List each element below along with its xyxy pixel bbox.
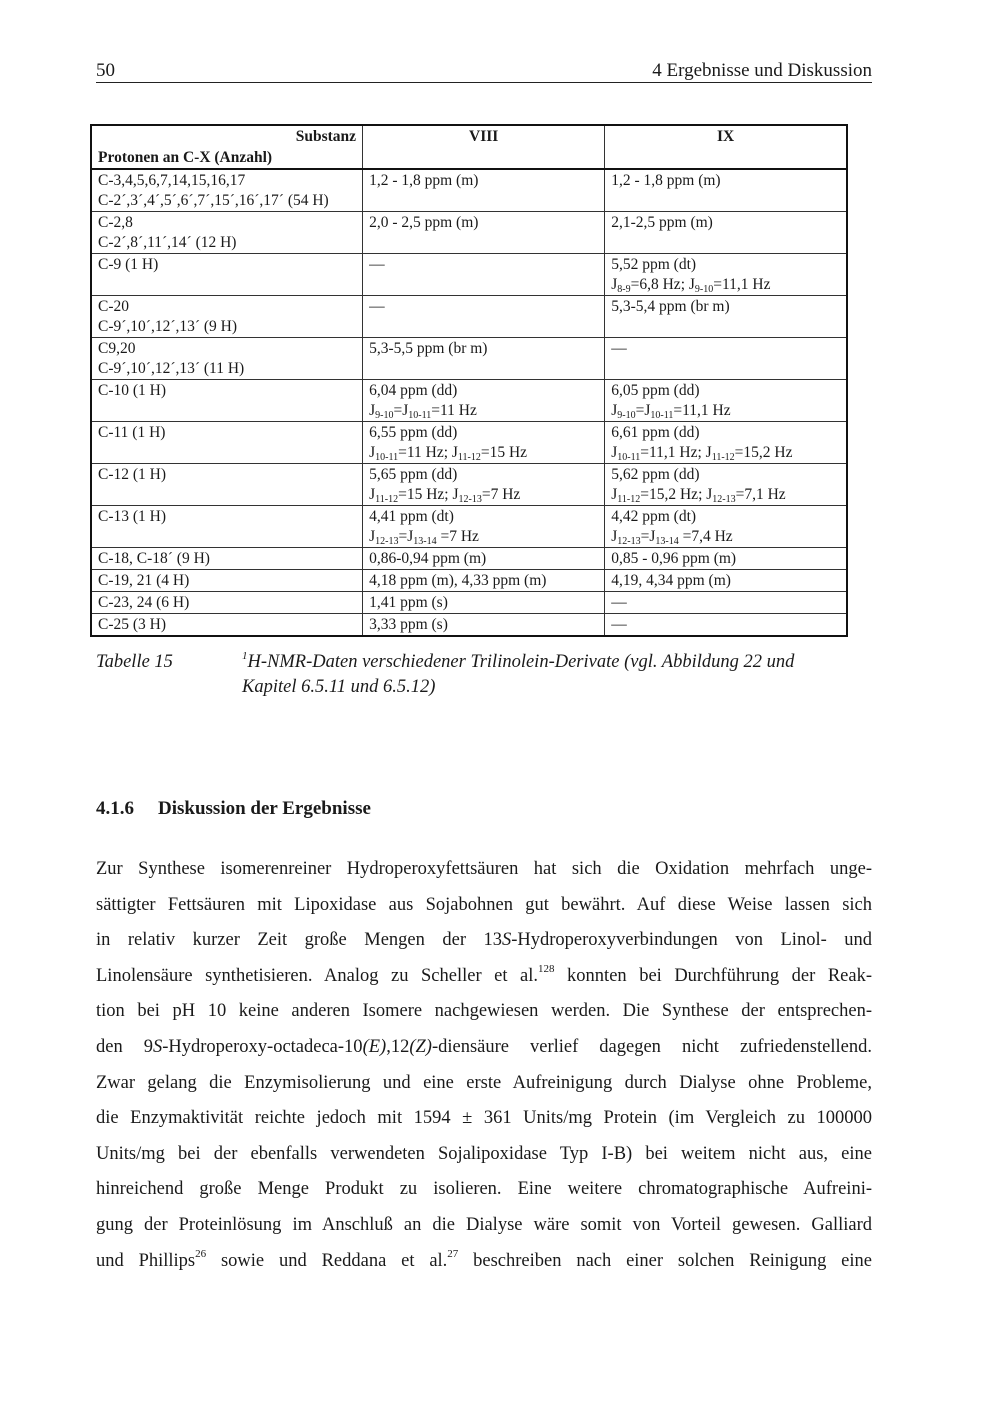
text-run: 5,62 ppm (dd): [611, 466, 700, 483]
shift-line: [369, 615, 598, 635]
text-run: und Phillips: [96, 1250, 196, 1271]
shift-cell-viii: [363, 212, 605, 254]
shift-line: [611, 549, 840, 569]
shift-cell-ix: [605, 212, 847, 254]
coupling-subscript: 10-11: [375, 452, 399, 463]
chapter-title: 4 Ergebnisse und Diskussion: [652, 60, 872, 81]
shift-line: [369, 549, 598, 569]
caption-line: Kapitel 6.5.11 und 6.5.12): [242, 677, 436, 697]
reference-superscript: 128: [538, 962, 555, 975]
text-run: =15,2 Hz; J: [640, 486, 713, 503]
text-run: ,12: [386, 1036, 410, 1057]
text-run: =J: [635, 402, 651, 419]
shift-line: [369, 507, 598, 527]
shift-line: [369, 527, 598, 547]
shift-line: [611, 275, 840, 295]
italic-run: (Z): [409, 1036, 432, 1057]
paragraph-line: [96, 888, 872, 924]
text-run: 4,42 ppm (dt): [611, 508, 697, 525]
text-run: =6,8 Hz; J: [630, 276, 695, 293]
shift-line: [611, 255, 840, 275]
reference-superscript: 26: [195, 1247, 207, 1260]
shift-cell-viii: [363, 506, 605, 548]
corner-label-substance: Substanz: [91, 125, 363, 147]
text-run: J: [369, 486, 376, 503]
shift-line: [611, 615, 840, 635]
text-run: hinreichend große Menge Produkt zu isolieren. Eine weitere chromatographische Aufreini-: [96, 1179, 872, 1200]
shift-cell-viii: [363, 296, 605, 338]
proton-label: C-3,4,5,6,7,14,15,16,17: [98, 172, 246, 189]
coupling-subscript: 10-11: [650, 410, 674, 421]
text-run: =7 Hz: [436, 528, 479, 545]
shift-cell-ix: [605, 254, 847, 296]
coupling-subscript: 9-10: [375, 410, 394, 421]
text-run: 1,2 - 1,8 ppm (m): [369, 172, 479, 189]
text-run: =7 Hz: [481, 486, 521, 503]
proton-label: C-2´,3´,4´,5´,6´,7´,15´,16´,17´ (54 H): [98, 192, 329, 209]
proton-label-cell: [91, 212, 363, 254]
paragraph-line: [96, 1244, 872, 1280]
proton-label: C-2,8: [98, 214, 133, 231]
text-run: 4,41 ppm (dt): [369, 508, 454, 525]
shift-line: [369, 297, 598, 317]
text-run: 2,0 - 2,5 ppm (m): [369, 214, 479, 231]
text-run: 5,65 ppm (dd): [369, 466, 458, 483]
column-header-viii: VIII: [363, 125, 605, 169]
proton-label-cell: [91, 422, 363, 464]
paragraph-line: [96, 923, 872, 959]
text-run: =15 Hz: [480, 444, 528, 461]
caption-line: H-NMR-Daten verschiedener Trilinolein-Derivate (vgl. Abbildung 22 und: [247, 652, 795, 672]
shift-cell-viii: [363, 464, 605, 506]
caption-superscript: 1: [242, 650, 248, 662]
proton-label-cell: [91, 254, 363, 296]
text-run: J: [369, 402, 376, 419]
proton-label: C-2´,8´,11´,14´ (12 H): [98, 234, 237, 251]
text-run: Units/mg bei der ebenfalls verwendeten Sojalipoxidase Typ I-B) bei weitem nicht aus, eine: [96, 1143, 872, 1164]
paragraph-line: [96, 1101, 872, 1137]
shift-cell-ix: [605, 570, 847, 592]
paragraph-line: [96, 994, 872, 1030]
proton-label: C-18, C-18´ (9 H): [98, 550, 210, 567]
text-run: J: [611, 528, 618, 545]
shift-cell-viii: [363, 548, 605, 570]
section-number: 4.1.6: [96, 798, 134, 819]
text-run: beschreiben nach einer solchen Reinigung eine: [458, 1250, 872, 1271]
caption-label: Tabelle 15: [96, 652, 173, 672]
proton-label: C-9 (1 H): [98, 256, 159, 273]
coupling-subscript: 9-10: [694, 284, 714, 295]
text-run: =11,1 Hz: [713, 276, 771, 293]
proton-label: C-11 (1 H): [98, 424, 166, 441]
coupling-subscript: 12-13: [375, 536, 399, 547]
shift-line: [611, 507, 840, 527]
proton-label-cell: [91, 570, 363, 592]
section-title: Diskussion der Ergebnisse: [158, 798, 371, 819]
text-run: J: [611, 444, 618, 461]
text-run: =11 Hz: [431, 402, 477, 419]
shift-line: [611, 381, 840, 401]
shift-line: [611, 423, 840, 443]
table-row: [91, 212, 847, 254]
paragraph-line: [96, 959, 872, 995]
shift-line: [369, 571, 598, 591]
shift-line: [611, 443, 840, 463]
text-run: 6,05 ppm (dd): [611, 382, 700, 399]
coupling-subscript: 13-14: [655, 536, 679, 547]
italic-run: S: [152, 1036, 163, 1057]
table-row: [91, 169, 847, 212]
paragraph-line: [96, 852, 872, 888]
shift-cell-ix: [605, 338, 847, 380]
table-row: [91, 548, 847, 570]
text-run: —: [369, 298, 385, 315]
shift-cell-viii: [363, 570, 605, 592]
shift-line: [611, 339, 840, 359]
shift-cell-ix: [605, 380, 847, 422]
proton-label-cell: [91, 592, 363, 614]
text-run: 4,18 ppm (m), 4,33 ppm (m): [369, 572, 547, 589]
shift-cell-ix: [605, 169, 847, 212]
running-header: [96, 60, 872, 83]
proton-label-cell: [91, 296, 363, 338]
proton-label-cell: [91, 548, 363, 570]
shift-cell-viii: [363, 380, 605, 422]
text-run: -diensäure verlief dagegen nicht zufriedenstellend.: [431, 1036, 872, 1057]
text-run: sowie und Reddana et al.: [206, 1250, 448, 1271]
text-run: —: [369, 256, 385, 273]
shift-line: [369, 423, 598, 443]
italic-run: S: [502, 930, 512, 951]
text-run: =J: [640, 528, 656, 545]
coupling-subscript: 12-13: [712, 494, 736, 505]
shift-cell-ix: [605, 592, 847, 614]
shift-line: [611, 213, 840, 233]
text-run: —: [611, 594, 627, 611]
text-run: 5,3-5,5 ppm (br m): [369, 340, 488, 357]
text-run: =J: [393, 402, 409, 419]
text-run: konnten bei Durchführung der Reak-: [554, 965, 872, 986]
text-run: Zwar gelang die Enzymisolierung und eine erste Aufreinigung durch Dialyse ohne Probleme,: [96, 1072, 872, 1093]
text-run: =11 Hz; J: [398, 444, 458, 461]
italic-run: (E): [362, 1036, 387, 1057]
coupling-subscript: 11-12: [457, 452, 481, 463]
text-run: 0,86-0,94 ppm (m): [369, 550, 487, 567]
coupling-subscript: 10-11: [408, 410, 432, 421]
proton-label-cell: [91, 380, 363, 422]
shift-line: [611, 571, 840, 591]
shift-line: [611, 401, 840, 421]
shift-cell-ix: [605, 548, 847, 570]
table-row: [91, 422, 847, 464]
coupling-subscript: 9-10: [617, 410, 636, 421]
proton-label-cell: [91, 338, 363, 380]
text-run: in relativ kurzer Zeit große Mengen der 13: [96, 930, 502, 951]
proton-label-cell: [91, 614, 363, 637]
text-run: 2,1-2,5 ppm (m): [611, 214, 713, 231]
text-run: 6,55 ppm (dd): [369, 424, 458, 441]
coupling-subscript: 11-12: [617, 494, 641, 505]
proton-label: C-13 (1 H): [98, 508, 167, 525]
table-row: [91, 338, 847, 380]
text-run: =7,1 Hz: [735, 486, 786, 503]
proton-label: C-12 (1 H): [98, 466, 167, 483]
text-run: —: [611, 340, 627, 357]
coupling-subscript: 11-12: [375, 494, 399, 505]
shift-line: [369, 381, 598, 401]
table-row: [91, 592, 847, 614]
coupling-subscript: 12-13: [458, 494, 482, 505]
shift-line: [369, 255, 598, 275]
table-row: [91, 464, 847, 506]
paragraph-line: [96, 1030, 872, 1066]
paragraph-line: [96, 1066, 872, 1102]
table-row: [91, 296, 847, 338]
paragraph-line: [96, 1172, 872, 1208]
section-heading: [96, 797, 371, 821]
shift-line: [611, 465, 840, 485]
coupling-subscript: 13-14: [413, 536, 437, 547]
paragraph-line: [96, 1208, 872, 1244]
text-run: 0,85 - 0,96 ppm (m): [611, 550, 737, 567]
text-run: sättigter Fettsäuren mit Lipoxidase aus Sojabohnen gut bewährt. Auf diese Weise lassen sich: [96, 894, 872, 915]
shift-line: [369, 339, 598, 359]
text-run: -Hydroperoxy-octadeca-10: [162, 1036, 363, 1057]
text-run: Linolensäure synthetisieren. Analog zu Scheller et al.: [96, 965, 539, 986]
table-header-row: [91, 125, 847, 147]
shift-cell-viii: [363, 169, 605, 212]
shift-line: [611, 593, 840, 613]
shift-line: [611, 527, 840, 547]
shift-cell-ix: [605, 296, 847, 338]
text-run: 6,04 ppm (dd): [369, 382, 458, 399]
text-run: die Enzymaktivität reichte jedoch mit 1594 ± 361 Units/mg Protein (im Vergleich zu 100000: [96, 1108, 872, 1129]
table-row: [91, 254, 847, 296]
proton-label: C-25 (3 H): [98, 616, 167, 633]
coupling-subscript: 12-13: [617, 536, 641, 547]
text-run: J: [611, 402, 618, 419]
shift-line: [369, 401, 598, 421]
shift-cell-ix: [605, 422, 847, 464]
corner-label-protons: Protonen an C-X (Anzahl): [91, 147, 363, 169]
text-run: =J: [398, 528, 414, 545]
shift-line: [369, 465, 598, 485]
shift-line: [369, 443, 598, 463]
proton-label: C9,20: [98, 340, 136, 357]
text-run: J: [611, 486, 618, 503]
table-row: [91, 506, 847, 548]
proton-label: C-20: [98, 298, 129, 315]
table-row: [91, 570, 847, 592]
text-run: =11,1 Hz; J: [640, 444, 712, 461]
text-run: —: [611, 616, 627, 633]
proton-label: C-10 (1 H): [98, 382, 167, 399]
shift-cell-ix: [605, 614, 847, 637]
text-run: -Hydroperoxyverbindungen von Linol- und: [511, 930, 872, 951]
text-run: =15 Hz; J: [398, 486, 459, 503]
proton-label-cell: [91, 506, 363, 548]
shift-line: [369, 593, 598, 613]
paragraph-line: [96, 1137, 872, 1173]
shift-cell-viii: [363, 592, 605, 614]
text-run: 3,33 ppm (s): [369, 616, 448, 633]
text-run: gung der Proteinlösung im Anschluß an die Dialyse wäre somit von Vorteil gewesen. Galliard: [96, 1214, 872, 1235]
shift-line: [369, 171, 598, 191]
shift-cell-ix: [605, 464, 847, 506]
column-header-ix: IX: [605, 125, 847, 169]
shift-line: [611, 297, 840, 317]
coupling-subscript: 10-11: [617, 452, 641, 463]
shift-line: [611, 171, 840, 191]
text-run: J: [369, 528, 376, 545]
coupling-subscript: 11-12: [711, 452, 735, 463]
text-run: =11,1 Hz: [673, 402, 731, 419]
text-run: =7,4 Hz: [678, 528, 733, 545]
text-run: 5,52 ppm (dt): [611, 256, 697, 273]
proton-label: C-9´,10´,12´,13´ (11 H): [98, 360, 245, 377]
shift-cell-viii: [363, 254, 605, 296]
text-run: J: [369, 444, 376, 461]
text-run: =15,2 Hz: [734, 444, 793, 461]
text-run: tion bei pH 10 keine anderen Isomere nachgewiesen werden. Die Synthese der entsprechen-: [96, 1001, 872, 1022]
caption-text: [242, 650, 872, 700]
shift-line: [369, 213, 598, 233]
coupling-subscript: 8-9: [617, 284, 631, 295]
text-run: 6,61 ppm (dd): [611, 424, 700, 441]
shift-cell-ix: [605, 506, 847, 548]
proton-label-cell: [91, 464, 363, 506]
shift-line: [611, 485, 840, 505]
reference-superscript: 27: [447, 1247, 459, 1260]
text-run: J: [611, 276, 618, 293]
text-run: Zur Synthese isomerenreiner Hydroperoxyfettsäuren hat sich die Oxidation mehrfach unge-: [96, 859, 872, 879]
proton-label: C-23, 24 (6 H): [98, 594, 190, 611]
text-run: den 9: [96, 1036, 153, 1057]
table-row: [91, 380, 847, 422]
text-run: 1,41 ppm (s): [369, 594, 448, 611]
shift-line: [369, 485, 598, 505]
page-number: 50: [96, 60, 115, 81]
nmr-data-table: [90, 124, 848, 637]
text-run: 1,2 - 1,8 ppm (m): [611, 172, 721, 189]
proton-label: C-9´,10´,12´,13´ (9 H): [98, 318, 238, 335]
text-run: 5,3-5,4 ppm (br m): [611, 298, 730, 315]
shift-cell-viii: [363, 338, 605, 380]
proton-label-cell: [91, 169, 363, 212]
table-row: [91, 614, 847, 637]
text-run: 4,19, 4,34 ppm (m): [611, 572, 731, 589]
shift-cell-viii: [363, 614, 605, 637]
body-paragraph: [96, 852, 872, 1279]
proton-label: C-19, 21 (4 H): [98, 572, 190, 589]
shift-cell-viii: [363, 422, 605, 464]
